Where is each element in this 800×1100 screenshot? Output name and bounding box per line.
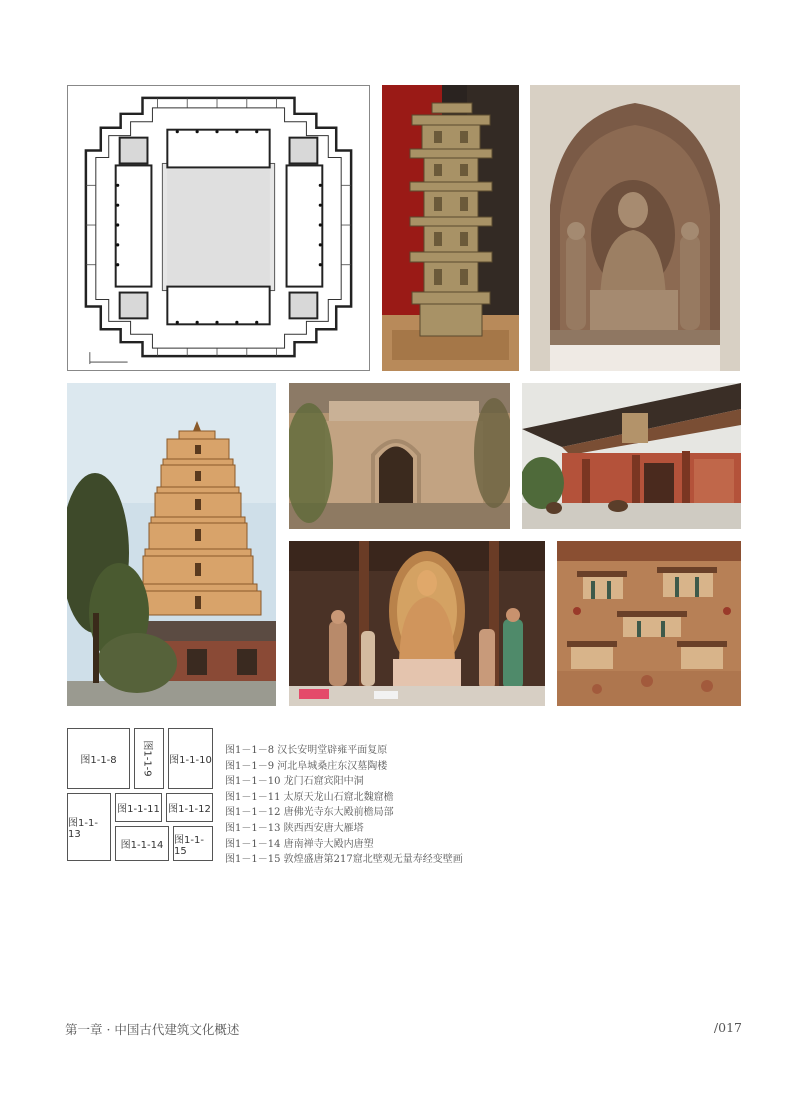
caption-1-1-9: 图1－1－9 河北阜城桑庄东汉墓陶楼: [225, 760, 388, 772]
caption-1-1-8: 图1－1－8 汉长安明堂辟雍平面复原: [225, 745, 388, 756]
figure-key-label: 图1-1-12: [168, 804, 211, 815]
figure-1-1-14-sculptures-photo: [289, 541, 545, 706]
figure-key-label: 图1-1-13: [68, 818, 98, 840]
figure-key-1-1-12: [166, 793, 213, 822]
caption-1-1-10: 图1－1－10 龙门石窟宾阳中洞: [225, 776, 364, 788]
figure-captions: [225, 743, 625, 868]
figure-key-1-1-9: [134, 728, 164, 789]
figure-key-label: 图1-1-9: [141, 740, 153, 777]
figure-key-1-1-13: [67, 793, 111, 861]
figure-key-label: 图1-1-8: [80, 755, 117, 766]
figure-1-1-15-mural-photo: [557, 541, 741, 706]
figure-key-1-1-11: [115, 793, 162, 822]
page-number: /017: [713, 1020, 742, 1035]
chapter-footer: 第一章 · 中国古代建筑文化概述: [65, 1022, 240, 1037]
figure-key-1-1-15: [173, 826, 213, 861]
caption-1-1-15: 图1－1－15 敦煌盛唐第217窟北壁观无量寿经变壁画: [225, 854, 463, 866]
caption-1-1-12: 图1－1－12 唐佛光寺东大殿前檐局部: [225, 807, 394, 819]
figure-key-1-1-8: [67, 728, 130, 789]
caption-1-1-14: 图1－1－14 唐南禅寺大殿内唐塑: [225, 838, 374, 850]
figure-1-1-8-floor-plan: [67, 85, 370, 371]
figure-key-1-1-14: [115, 826, 169, 861]
caption-1-1-11: 图1－1－11 太原天龙山石窟北魏窟檐: [225, 791, 394, 803]
figure-key-label: 图1-1-10: [169, 755, 212, 766]
caption-1-1-13: 图1－1－13 陕西西安唐大雁塔: [225, 822, 364, 834]
figure-key-label: 图1-1-15: [174, 834, 204, 857]
figure-1-1-12-temple-eaves-photo: [522, 383, 741, 529]
figure-key-label: 图1-1-11: [117, 804, 160, 815]
figure-1-1-13-pagoda-photo: [67, 383, 276, 706]
figure-1-1-11-cave-eaves-photo: [289, 383, 510, 529]
figure-1-1-9-pottery-tower-photo: [382, 85, 519, 371]
figure-1-1-10-cave-buddha-photo: [530, 85, 740, 371]
figure-key-label: 图1-1-14: [120, 840, 164, 851]
figure-key-1-1-10: [168, 728, 213, 789]
